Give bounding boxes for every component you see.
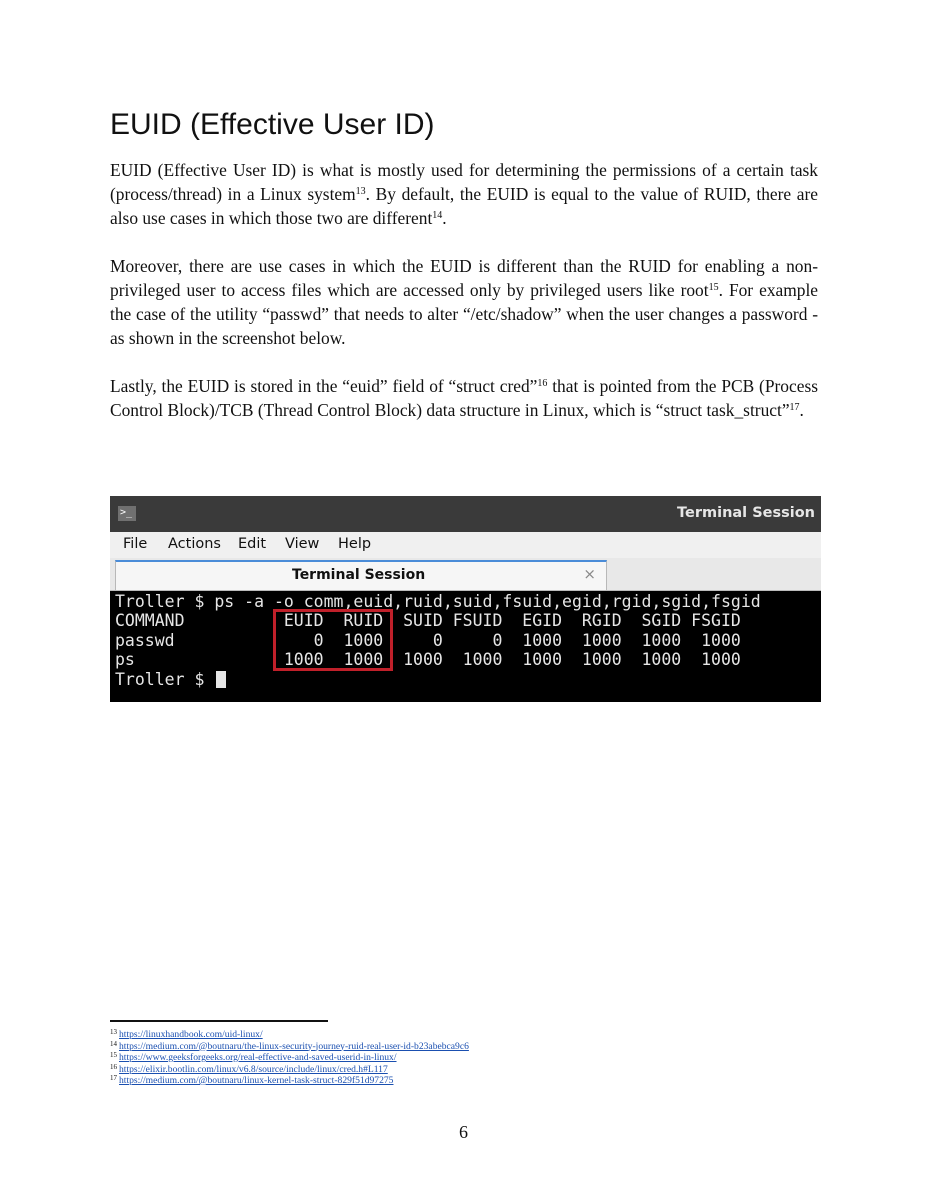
- tab-bar: [110, 558, 821, 591]
- euid-ruid-highlight-box: [273, 609, 393, 671]
- footnote-item: [110, 1075, 469, 1087]
- footnote-item: [110, 1029, 469, 1041]
- footnote-item: [110, 1041, 469, 1053]
- close-icon[interactable]: ×: [583, 565, 596, 583]
- terminal-output[interactable]: [110, 591, 821, 702]
- paragraph-euid-storage: [110, 374, 818, 422]
- footnote-link[interactable]: https://www.geeksforgeeks.org/real-effective-and-saved-userid-in-linux/: [119, 1052, 397, 1063]
- footnote-ref[interactable]: 17: [789, 402, 800, 413]
- footnote-number: 13: [110, 1028, 117, 1036]
- footnote-ref[interactable]: 13: [355, 186, 366, 197]
- tab-label: Terminal Session: [292, 567, 426, 583]
- menu-view[interactable]: View: [285, 536, 320, 552]
- footnote-link[interactable]: https://elixir.bootlin.com/linux/v6.8/source/include/linux/cred.h#L117: [119, 1063, 388, 1075]
- footnote-number: 16: [110, 1062, 117, 1071]
- tab-terminal-session[interactable]: [115, 560, 607, 590]
- footnote-number: 15: [110, 1051, 117, 1059]
- terminal-titlebar: [110, 496, 821, 533]
- menu-help[interactable]: Help: [338, 536, 372, 552]
- footnote-item: [110, 1052, 469, 1064]
- terminal-app-icon: >_: [118, 506, 136, 521]
- paragraph-text: that is pointed from the PCB (Process Control Block)/TCB (Thread Control Block) data structure in Linux, which is “struct task_struct”: [110, 376, 818, 420]
- footnote-link[interactable]: https://medium.com/@boutnaru/the-linux-security-journey-ruid-real-user-id-b23abebca9c6: [119, 1040, 469, 1052]
- terminal-screenshot: [110, 496, 821, 702]
- paragraph-text: .: [442, 208, 447, 228]
- footnote-link[interactable]: https://medium.com/@boutnaru/linux-kernel-task-struct-829f51d97275: [119, 1075, 394, 1086]
- page-number: 6: [459, 1122, 468, 1142]
- footnote-ref[interactable]: 16: [537, 378, 548, 389]
- output-row-ps: ps 1000 1000 1000 1000 1000 1000 1000 1000: [115, 650, 741, 669]
- footnote-item: [110, 1064, 469, 1076]
- text-cursor: [216, 671, 226, 688]
- command-line: Troller $ ps -a -o comm,euid,ruid,suid,fsuid,egid,rgid,sgid,fsgid: [115, 592, 761, 611]
- output-header-row: COMMAND EUID RUID SUID FSUID EGID RGID SGID FSGID: [115, 611, 741, 630]
- footnote-ref[interactable]: 14: [432, 210, 443, 221]
- menu-file[interactable]: File: [123, 536, 148, 552]
- menu-bar: [110, 532, 821, 558]
- paragraph-euid-vs-ruid: [110, 254, 818, 350]
- footnote-ref[interactable]: 15: [708, 282, 719, 293]
- paragraph-text: Lastly, the EUID is stored in the “euid” field of “struct cred”: [110, 376, 538, 396]
- paragraph-euid-definition: [110, 158, 818, 230]
- footnote-number: 14: [110, 1039, 117, 1048]
- window-title: Terminal Session: [677, 505, 815, 521]
- paragraph-text: Moreover, there are use cases in which the EUID is different than the RUID for enabling a non-privileged user to access files which are accessed only by privileged users like root: [110, 256, 818, 300]
- section-heading: EUID (Effective User ID): [110, 108, 435, 141]
- paragraph-text: . For example the case of the utility “passwd” that needs to alter “/etc/shadow” when the user changes a password - as shown in the screenshot below.: [110, 280, 819, 348]
- prompt-line: [115, 670, 226, 690]
- footnote-number: 17: [110, 1074, 117, 1082]
- paragraph-text: .: [799, 400, 804, 420]
- paragraph-text: . By default, the EUID is equal to the value of RUID, there are also use cases in which those two are different: [110, 184, 818, 228]
- paragraph-text: EUID (Effective User ID) is what is mostly used for determining the permissions of a certain task (process/thread) in a Linux system: [110, 160, 818, 204]
- prompt: Troller $: [115, 670, 215, 689]
- footnote-divider: [110, 1020, 328, 1022]
- output-row-passwd: passwd 0 1000 0 0 1000 1000 1000 1000: [115, 631, 741, 650]
- menu-edit[interactable]: Edit: [238, 536, 267, 552]
- footnote-link[interactable]: https://linuxhandbook.com/uid-linux/: [119, 1029, 263, 1040]
- footnotes-list: [110, 1029, 469, 1087]
- menu-actions[interactable]: Actions: [168, 536, 221, 552]
